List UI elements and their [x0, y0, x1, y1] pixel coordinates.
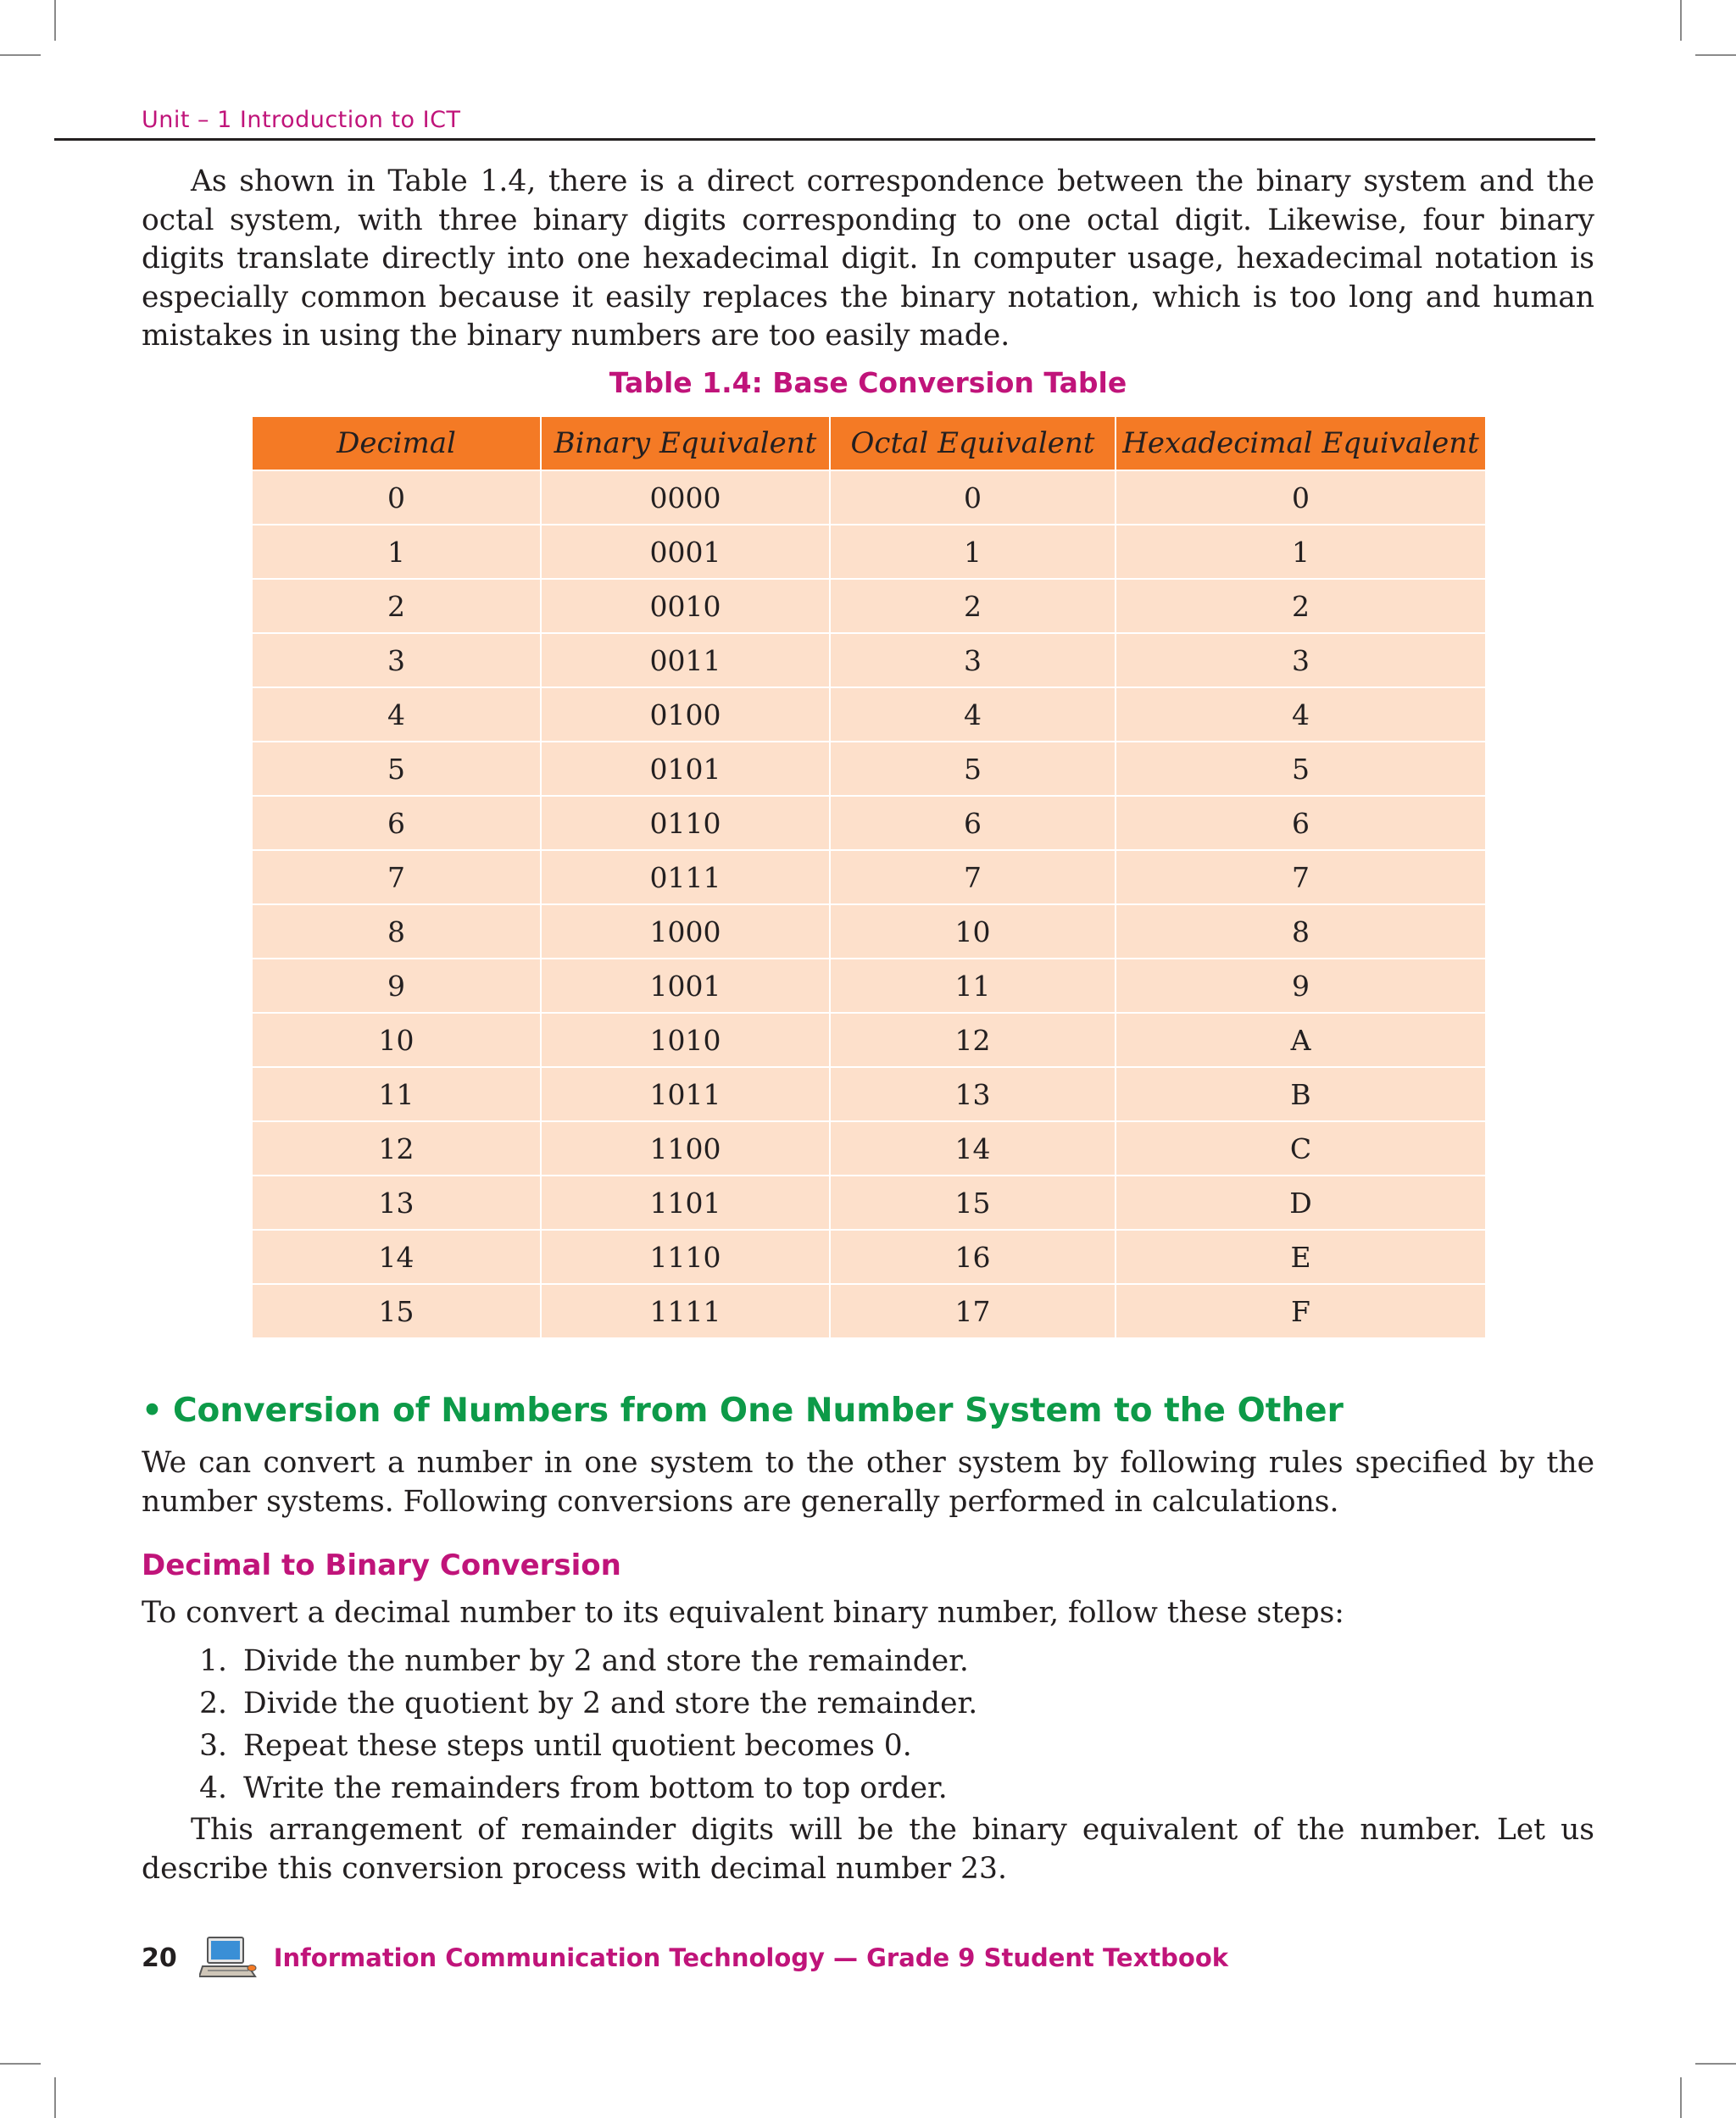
crop-mark: [54, 2077, 56, 2118]
cell-decimal: 10: [252, 1013, 541, 1067]
cell-hex: 2: [1116, 579, 1486, 633]
running-head: Unit – 1 Introduction to ICT: [142, 107, 461, 133]
table-caption: Table 1.4: Base Conversion Table: [609, 366, 1127, 399]
cell-octal: 3: [830, 633, 1116, 687]
subsection-heading: Decimal to Binary Conversion: [142, 1548, 621, 1582]
cell-decimal: 0: [252, 470, 541, 525]
bullet-icon: •: [142, 1392, 163, 1430]
cell-hex: C: [1116, 1121, 1486, 1176]
page-footer: [142, 1934, 1228, 1982]
cell-binary: 0010: [541, 579, 830, 633]
table-row: [252, 796, 1486, 850]
table-row: [252, 959, 1486, 1013]
cell-binary: 0110: [541, 796, 830, 850]
cell-decimal: 12: [252, 1121, 541, 1176]
cell-decimal: 13: [252, 1176, 541, 1230]
crop-mark: [1680, 0, 1682, 41]
table-row: [252, 633, 1486, 687]
list-item: 1. Divide the number by 2 and store the remainder.: [236, 1640, 1593, 1682]
header-octal: Octal Equivalent: [830, 416, 1116, 470]
cell-hex: 7: [1116, 850, 1486, 904]
cell-hex: 0: [1116, 470, 1486, 525]
cell-decimal: 2: [252, 579, 541, 633]
cell-octal: 0: [830, 470, 1116, 525]
cell-hex: 4: [1116, 687, 1486, 742]
cell-decimal: 15: [252, 1284, 541, 1338]
cell-octal: 13: [830, 1067, 1116, 1121]
cell-decimal: 8: [252, 904, 541, 959]
table-header-row: [252, 416, 1486, 470]
cell-octal: 17: [830, 1284, 1116, 1338]
cell-octal: 15: [830, 1176, 1116, 1230]
cell-hex: 5: [1116, 742, 1486, 796]
list-item: 4. Write the remainders from bottom to top order.: [236, 1767, 1593, 1809]
cell-hex: 1: [1116, 525, 1486, 579]
cell-binary: 1101: [541, 1176, 830, 1230]
footer-book-title: Information Communication Technology — Grade 9 Student Textbook: [273, 1943, 1229, 1972]
crop-mark: [1695, 54, 1736, 56]
cell-hex: B: [1116, 1067, 1486, 1121]
cell-binary: 0001: [541, 525, 830, 579]
cell-octal: 11: [830, 959, 1116, 1013]
cell-binary: 0111: [541, 850, 830, 904]
cell-decimal: 3: [252, 633, 541, 687]
cell-hex: A: [1116, 1013, 1486, 1067]
cell-octal: 5: [830, 742, 1116, 796]
header-rule: [54, 138, 1595, 141]
cell-octal: 12: [830, 1013, 1116, 1067]
cell-octal: 10: [830, 904, 1116, 959]
cell-decimal: 9: [252, 959, 541, 1013]
crop-mark: [1695, 2063, 1736, 2065]
cell-binary: 0011: [541, 633, 830, 687]
section-paragraph: We can convert a number in one system to the other system by following rules specified by the number systems. Following conversions are generally performed in calculations.: [142, 1446, 1594, 1519]
cell-hex: E: [1116, 1230, 1486, 1284]
page-number: 20: [142, 1943, 177, 1973]
cell-hex: 6: [1116, 796, 1486, 850]
cell-binary: 0101: [541, 742, 830, 796]
cell-binary: 0100: [541, 687, 830, 742]
section-heading-text: Conversion of Numbers from One Number System to the Other: [172, 1392, 1344, 1430]
table-row: [252, 1284, 1486, 1338]
cell-decimal: 7: [252, 850, 541, 904]
cell-hex: F: [1116, 1284, 1486, 1338]
cell-binary: 0000: [541, 470, 830, 525]
section-heading: [142, 1392, 1344, 1430]
cell-hex: 8: [1116, 904, 1486, 959]
table-row: [252, 1067, 1486, 1121]
subsection-lead: To convert a decimal number to its equivalent binary number, follow these steps:: [142, 1596, 1344, 1630]
table-row: [252, 742, 1486, 796]
cell-octal: 7: [830, 850, 1116, 904]
header-decimal: Decimal: [252, 416, 541, 470]
cell-binary: 1100: [541, 1121, 830, 1176]
cell-binary: 1111: [541, 1284, 830, 1338]
steps-list: [142, 1640, 1593, 1809]
base-conversion-table: [251, 415, 1487, 1339]
cell-decimal: 14: [252, 1230, 541, 1284]
cell-binary: 1010: [541, 1013, 830, 1067]
cell-octal: 1: [830, 525, 1116, 579]
crop-mark: [0, 2063, 41, 2065]
cell-binary: 1001: [541, 959, 830, 1013]
list-item: 2. Divide the quotient by 2 and store the remainder.: [236, 1682, 1593, 1725]
cell-decimal: 6: [252, 796, 541, 850]
crop-mark: [54, 0, 56, 41]
crop-mark: [1680, 2077, 1682, 2118]
table-row: [252, 904, 1486, 959]
closing-paragraph: This arrangement of remainder digits will be the binary equivalent of the number. Let us describe this conversion process with decimal number 23.: [142, 1813, 1594, 1886]
cell-decimal: 1: [252, 525, 541, 579]
table-row: [252, 1230, 1486, 1284]
table-row: [252, 850, 1486, 904]
cell-octal: 16: [830, 1230, 1116, 1284]
cell-decimal: 11: [252, 1067, 541, 1121]
cell-hex: D: [1116, 1176, 1486, 1230]
crop-mark: [0, 54, 41, 56]
cell-binary: 1000: [541, 904, 830, 959]
table-row: [252, 470, 1486, 525]
table-row: [252, 687, 1486, 742]
table-row: [252, 1176, 1486, 1230]
cell-octal: 2: [830, 579, 1116, 633]
cell-hex: 9: [1116, 959, 1486, 1013]
table-row: [252, 1121, 1486, 1176]
header-binary: Binary Equivalent: [541, 416, 830, 470]
list-item: 3. Repeat these steps until quotient becomes 0.: [236, 1725, 1593, 1767]
cell-octal: 4: [830, 687, 1116, 742]
table-row: [252, 1013, 1486, 1067]
cell-binary: 1110: [541, 1230, 830, 1284]
cell-octal: 6: [830, 796, 1116, 850]
table-row: [252, 579, 1486, 633]
laptop-icon: [199, 1934, 259, 1982]
cell-decimal: 5: [252, 742, 541, 796]
header-hexadecimal: Hexadecimal Equivalent: [1116, 416, 1486, 470]
cell-binary: 1011: [541, 1067, 830, 1121]
cell-hex: 3: [1116, 633, 1486, 687]
cell-octal: 14: [830, 1121, 1116, 1176]
table-row: [252, 525, 1486, 579]
intro-paragraph: As shown in Table 1.4, there is a direct correspondence between the binary system and the octal system, with three binary digits corresponding to one octal digit. Likewise, four binary digits translate directly into one hexadecimal digit. In computer usage, hexadecimal notation is especially common because it easily replaces the binary notation, which is too long and human mistakes in using the binary numbers are too easily made.: [142, 164, 1594, 353]
cell-decimal: 4: [252, 687, 541, 742]
